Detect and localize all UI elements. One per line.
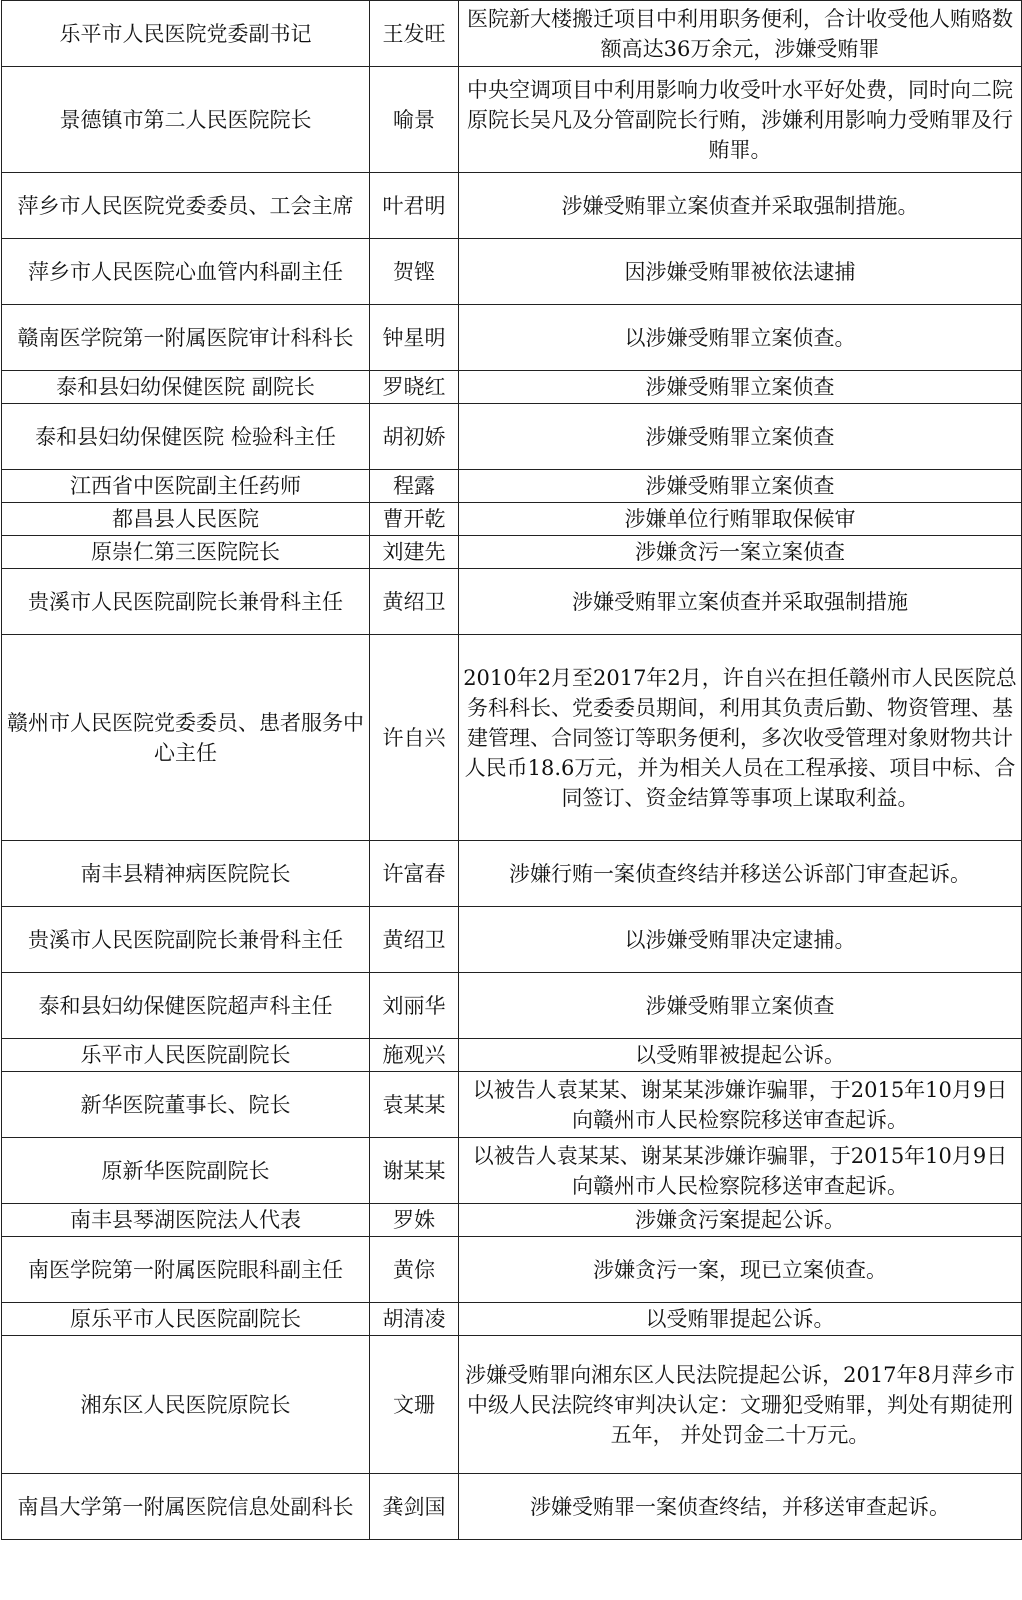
name-cell: 黄绍卫 <box>370 907 459 973</box>
name-cell: 曹开乾 <box>370 503 459 536</box>
name-cell: 王发旺 <box>370 1 459 67</box>
unit-cell: 南丰县琴湖医院法人代表 <box>2 1204 370 1237</box>
description-cell: 涉嫌贪污一案立案侦查 <box>459 536 1022 569</box>
table-row <box>2 635 1022 841</box>
unit-cell: 泰和县妇幼保健医院 检验科主任 <box>2 404 370 470</box>
table-row <box>2 1237 1022 1303</box>
name-cell: 程露 <box>370 470 459 503</box>
description-cell: 以被告人袁某某、谢某某涉嫌诈骗罪，于2015年10月9日向赣州市人民检察院移送审查起诉。 <box>459 1072 1022 1138</box>
table-row <box>2 1039 1022 1072</box>
unit-cell: 南医学院第一附属医院眼科副主任 <box>2 1237 370 1303</box>
table-row <box>2 305 1022 371</box>
table-row <box>2 1138 1022 1204</box>
name-cell: 许自兴 <box>370 635 459 841</box>
table-row <box>2 470 1022 503</box>
table-row <box>2 1474 1022 1540</box>
name-cell: 许富春 <box>370 841 459 907</box>
description-cell: 涉嫌受贿罪立案侦查并采取强制措施。 <box>459 173 1022 239</box>
description-cell: 以被告人袁某某、谢某某涉嫌诈骗罪，于2015年10月9日向赣州市人民检察院移送审查起诉。 <box>459 1138 1022 1204</box>
unit-cell: 贵溪市人民医院副院长兼骨科主任 <box>2 907 370 973</box>
unit-cell: 新华医院董事长、院长 <box>2 1072 370 1138</box>
name-cell: 龚剑国 <box>370 1474 459 1540</box>
table-row <box>2 173 1022 239</box>
name-cell: 刘丽华 <box>370 973 459 1039</box>
unit-cell: 泰和县妇幼保健医院超声科主任 <box>2 973 370 1039</box>
name-cell: 黄绍卫 <box>370 569 459 635</box>
table-row <box>2 1 1022 67</box>
case-table <box>1 0 1022 1540</box>
table-row <box>2 973 1022 1039</box>
description-cell: 以受贿罪提起公诉。 <box>459 1303 1022 1336</box>
name-cell: 喻景 <box>370 67 459 173</box>
name-cell: 罗姝 <box>370 1204 459 1237</box>
description-cell: 涉嫌受贿罪立案侦查 <box>459 371 1022 404</box>
name-cell: 钟星明 <box>370 305 459 371</box>
table-row <box>2 67 1022 173</box>
description-cell: 中央空调项目中利用影响力收受叶水平好处费，同时向二院原院长吴凡及分管副院长行贿，涉嫌利用影响力受贿罪及行贿罪。 <box>459 67 1022 173</box>
unit-cell: 江西省中医院副主任药师 <box>2 470 370 503</box>
name-cell: 刘建先 <box>370 536 459 569</box>
unit-cell: 湘东区人民医院原院长 <box>2 1336 370 1474</box>
description-cell: 涉嫌受贿罪立案侦查并采取强制措施 <box>459 569 1022 635</box>
table-row <box>2 239 1022 305</box>
table-row <box>2 404 1022 470</box>
unit-cell: 原崇仁第三医院院长 <box>2 536 370 569</box>
unit-cell: 景德镇市第二人民医院院长 <box>2 67 370 173</box>
unit-cell: 都昌县人民医院 <box>2 503 370 536</box>
name-cell: 谢某某 <box>370 1138 459 1204</box>
description-cell: 以受贿罪被提起公诉。 <box>459 1039 1022 1072</box>
table-row <box>2 1204 1022 1237</box>
unit-cell: 泰和县妇幼保健医院 副院长 <box>2 371 370 404</box>
table-row <box>2 1072 1022 1138</box>
description-cell: 2010年2月至2017年2月，许自兴在担任赣州市人民医院总务科科长、党委委员期间，利用其负责后勤、物资管理、基建管理、合同签订等职务便利，多次收受管理对象财物共计人民币18.6万元，并为相关人员在工程承接、项目中标、合同签订、资金结算等事项上谋取利益。 <box>459 635 1022 841</box>
unit-cell: 萍乡市人民医院心血管内科副主任 <box>2 239 370 305</box>
description-cell: 因涉嫌受贿罪被依法逮捕 <box>459 239 1022 305</box>
unit-cell: 原新华医院副院长 <box>2 1138 370 1204</box>
unit-cell: 原乐平市人民医院副院长 <box>2 1303 370 1336</box>
name-cell: 袁某某 <box>370 1072 459 1138</box>
unit-cell: 赣州市人民医院党委委员、患者服务中心主任 <box>2 635 370 841</box>
description-cell: 医院新大楼搬迁项目中利用职务便利，合计收受他人贿赂数额高达36万余元，涉嫌受贿罪 <box>459 1 1022 67</box>
table-row <box>2 569 1022 635</box>
description-cell: 涉嫌单位行贿罪取保候审 <box>459 503 1022 536</box>
description-cell: 以涉嫌受贿罪立案侦查。 <box>459 305 1022 371</box>
description-cell: 涉嫌行贿一案侦查终结并移送公诉部门审查起诉。 <box>459 841 1022 907</box>
unit-cell: 贵溪市人民医院副院长兼骨科主任 <box>2 569 370 635</box>
unit-cell: 乐平市人民医院党委副书记 <box>2 1 370 67</box>
description-cell: 涉嫌贪污一案，现已立案侦查。 <box>459 1237 1022 1303</box>
description-cell: 涉嫌贪污案提起公诉。 <box>459 1204 1022 1237</box>
description-cell: 涉嫌受贿罪立案侦查 <box>459 404 1022 470</box>
description-cell: 涉嫌受贿罪立案侦查 <box>459 470 1022 503</box>
name-cell: 胡清凌 <box>370 1303 459 1336</box>
name-cell: 施观兴 <box>370 1039 459 1072</box>
name-cell: 叶君明 <box>370 173 459 239</box>
unit-cell: 乐平市人民医院副院长 <box>2 1039 370 1072</box>
description-cell: 涉嫌受贿罪向湘东区人民法院提起公诉，2017年8月萍乡市中级人民法院终审判决认定：文珊犯受贿罪，判处有期徒刑五年， 并处罚金二十万元。 <box>459 1336 1022 1474</box>
name-cell: 贺铿 <box>370 239 459 305</box>
description-cell: 涉嫌受贿罪立案侦查 <box>459 973 1022 1039</box>
table-row <box>2 907 1022 973</box>
table-row <box>2 536 1022 569</box>
description-cell: 涉嫌受贿罪一案侦查终结，并移送审查起诉。 <box>459 1474 1022 1540</box>
description-cell: 以涉嫌受贿罪决定逮捕。 <box>459 907 1022 973</box>
unit-cell: 南丰县精神病医院院长 <box>2 841 370 907</box>
name-cell: 黄倧 <box>370 1237 459 1303</box>
name-cell: 罗晓红 <box>370 371 459 404</box>
unit-cell: 赣南医学院第一附属医院审计科科长 <box>2 305 370 371</box>
name-cell: 胡初娇 <box>370 404 459 470</box>
table-row <box>2 841 1022 907</box>
table-row <box>2 1303 1022 1336</box>
table-row <box>2 371 1022 404</box>
unit-cell: 南昌大学第一附属医院信息处副科长 <box>2 1474 370 1540</box>
table-row <box>2 1336 1022 1474</box>
name-cell: 文珊 <box>370 1336 459 1474</box>
table-row <box>2 503 1022 536</box>
unit-cell: 萍乡市人民医院党委委员、工会主席 <box>2 173 370 239</box>
